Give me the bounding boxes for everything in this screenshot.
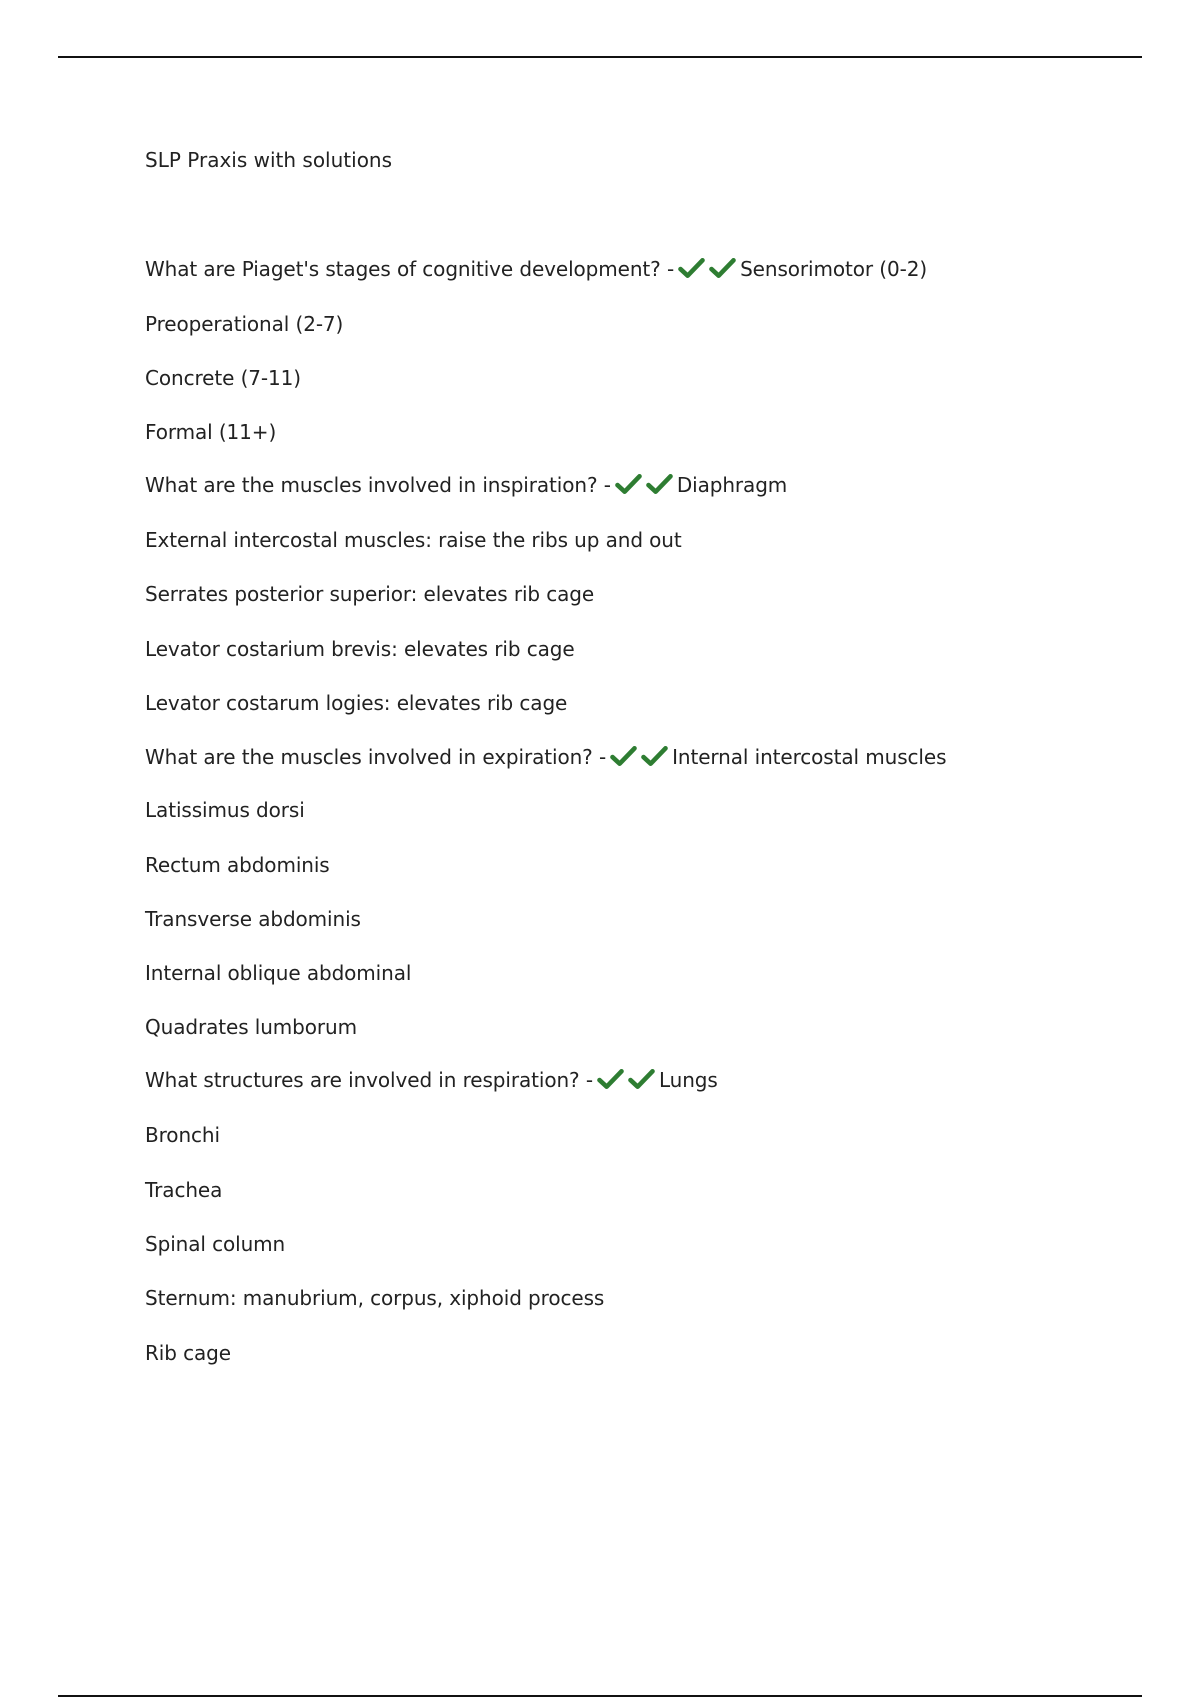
answer-text: Internal intercostal muscles (672, 745, 947, 769)
double-check-icon (597, 1068, 657, 1097)
answer-line: Concrete (7-11) (145, 366, 301, 390)
answer-line: External intercostal muscles: raise the ribs up and out (145, 528, 682, 552)
answer-line: Latissimus dorsi (145, 798, 305, 822)
answer-line: Spinal column (145, 1232, 286, 1256)
double-check-icon (678, 257, 738, 286)
answer-line: Levator costarum logies: elevates rib cage (145, 691, 568, 715)
qa-line-question (145, 255, 927, 286)
answer-line: Formal (11+) (145, 420, 277, 444)
question-text: What are the muscles involved in inspiration? - (145, 473, 611, 497)
answer-line: Serrates posterior superior: elevates rib cage (145, 582, 595, 606)
answer-line: Rectum abdominis (145, 853, 330, 877)
double-check-icon (610, 745, 670, 774)
qa-line-question (145, 743, 946, 774)
footer-rule (58, 1695, 1142, 1697)
qa-line-question (145, 471, 787, 502)
answer-line: Quadrates lumborum (145, 1015, 357, 1039)
question-text: What are Piaget's stages of cognitive development? - (145, 257, 675, 281)
document-title: SLP Praxis with solutions (145, 148, 393, 172)
answer-line: Rib cage (145, 1341, 231, 1365)
header-rule (58, 56, 1142, 58)
answer-line: Transverse abdominis (145, 907, 361, 931)
answer-line: Trachea (145, 1178, 223, 1202)
answer-line: Bronchi (145, 1123, 220, 1147)
answer-line: Preoperational (2-7) (145, 312, 344, 336)
answer-text: Diaphragm (676, 473, 788, 497)
answer-line: Levator costarium brevis: elevates rib cage (145, 637, 575, 661)
answer-text: Sensorimotor (0-2) (740, 257, 928, 281)
answer-text: Lungs (658, 1068, 718, 1092)
answer-line: Sternum: manubrium, corpus, xiphoid process (145, 1286, 605, 1310)
double-check-icon (615, 473, 675, 502)
question-text: What structures are involved in respiration? - (145, 1068, 593, 1092)
question-text: What are the muscles involved in expiration? - (145, 745, 607, 769)
qa-line-question (145, 1066, 718, 1097)
answer-line: Internal oblique abdominal (145, 961, 412, 985)
